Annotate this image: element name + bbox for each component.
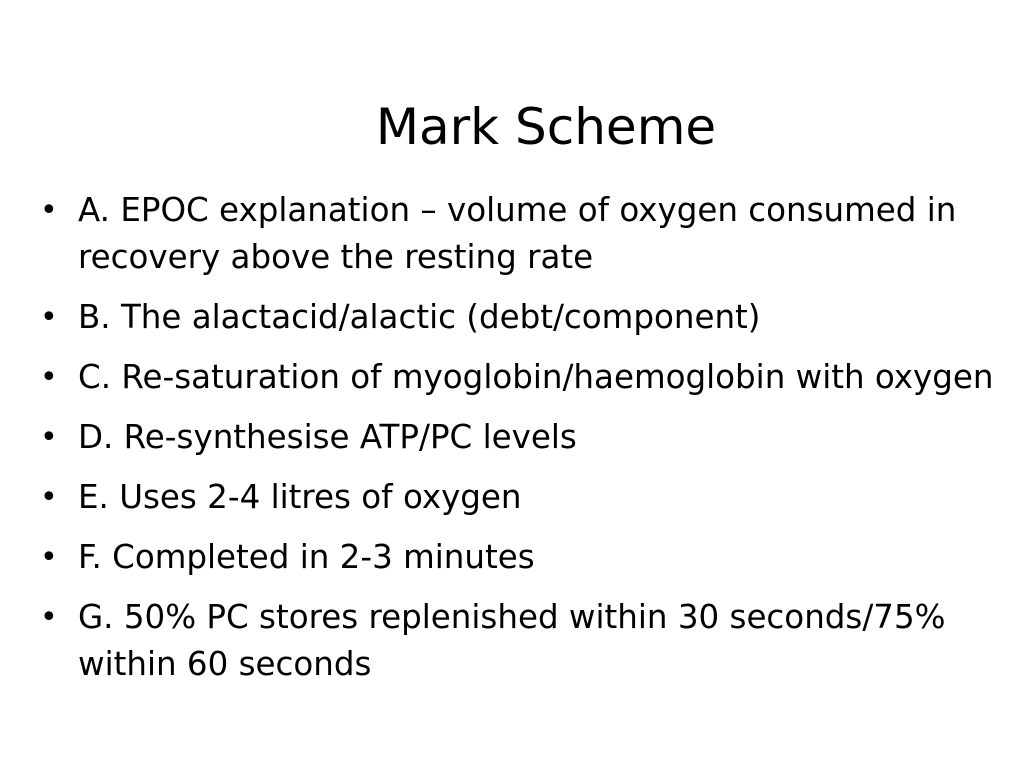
bullet-icon: • xyxy=(40,360,58,395)
slide-title: Mark Scheme xyxy=(375,98,717,156)
bullet-icon: • xyxy=(40,300,58,335)
bullet-text: B. The alactacid/alactic (debt/component) xyxy=(78,298,761,336)
bullet-text: A. EPOC explanation – volume of oxygen consumed in recovery above the resting rate xyxy=(78,191,957,276)
bullet-text: G. 50% PC stores replenished within 30 seconds/75% within 60 seconds xyxy=(78,598,946,683)
bullet-icon: • xyxy=(40,540,58,575)
bullet-text: E. Uses 2-4 litres of oxygen xyxy=(78,478,522,516)
bullet-item-d xyxy=(38,414,998,461)
bullet-icon: • xyxy=(40,480,58,515)
bullet-list xyxy=(38,187,998,701)
bullet-item-b xyxy=(38,294,998,341)
bullet-icon: • xyxy=(40,600,58,635)
bullet-item-a xyxy=(38,187,998,281)
bullet-icon: • xyxy=(40,193,58,228)
bullet-item-c xyxy=(38,354,998,401)
bullet-item-f xyxy=(38,534,998,581)
bullet-text: C. Re-saturation of myoglobin/haemoglobin with oxygen xyxy=(78,358,994,396)
bullet-text: F. Completed in 2-3 minutes xyxy=(78,538,535,576)
bullet-icon: • xyxy=(40,420,58,455)
bullet-text: D. Re-synthesise ATP/PC levels xyxy=(78,418,577,456)
bullet-item-g xyxy=(38,594,998,688)
bullet-item-e xyxy=(38,474,998,521)
